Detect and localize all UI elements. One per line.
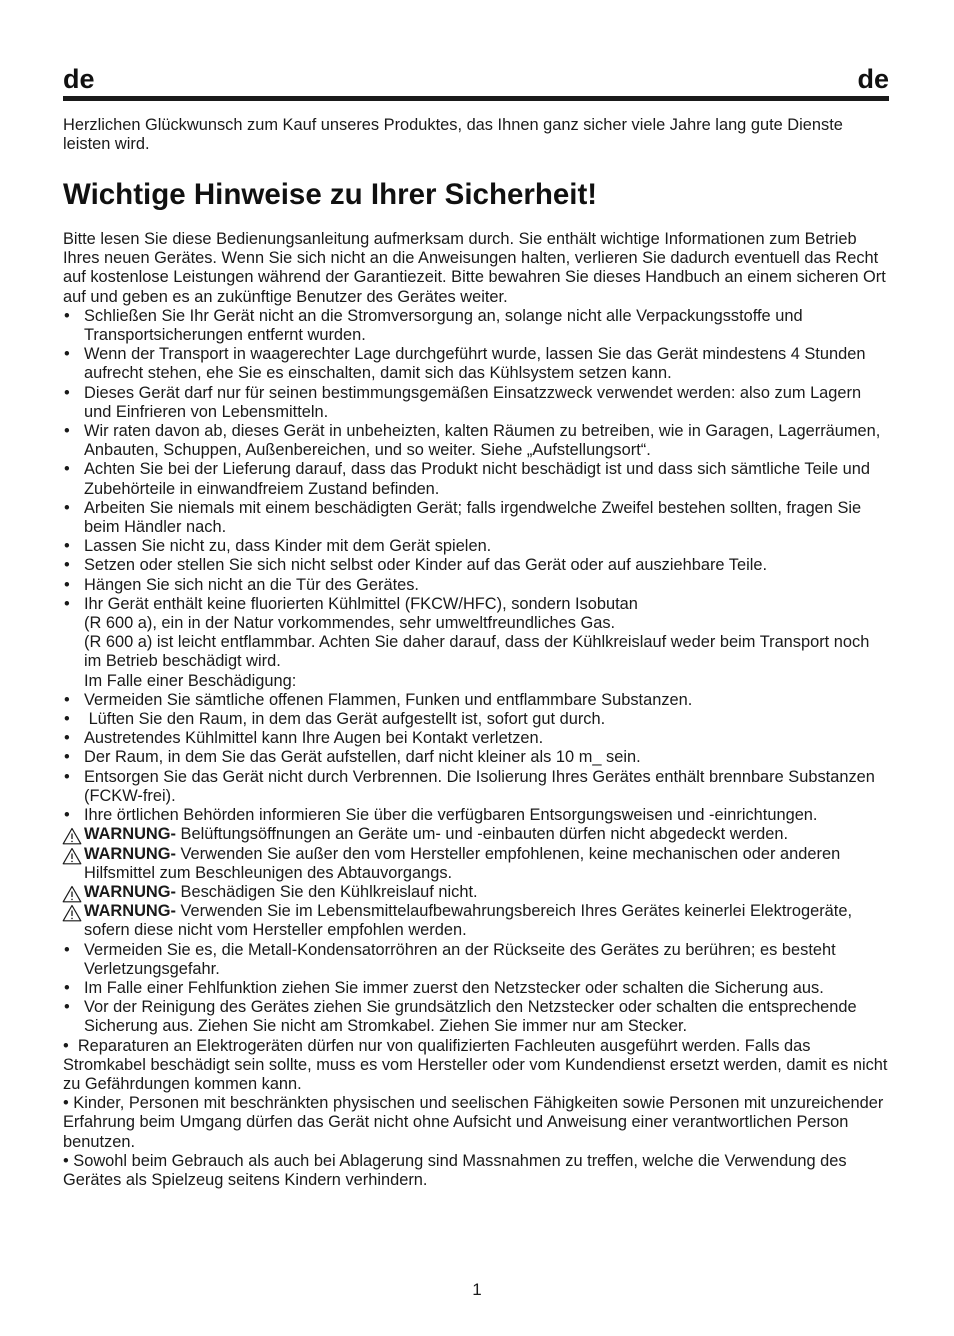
list-item: • Achten Sie bei der Lieferung darauf, dass das Produkt nicht beschädigt ist und dass sich sämtliche Teile und Zubehörteile in einwandfreiem Zustand befinden. — [64, 460, 871, 498]
warning-item: WARNUNG- Beschädigen Sie den Kühlkreislauf nicht. — [63, 883, 889, 902]
list-item: • Wenn der Transport in waagerechter Lage durchgeführt wurde, lassen Sie das Gerät mindestens 4 Stunden aufrecht stehen, ehe Sie es einschalten, damit sich das Kühlsystem setzen kann. — [64, 345, 866, 383]
list-item: • Ihre örtlichen Behörden informieren Sie über die verfügbaren Entsorgungsweisen und -einrichtungen. — [64, 806, 818, 825]
bullet-glyph: • — [64, 729, 70, 748]
bullet-glyph: • — [64, 767, 70, 786]
bullet-glyph: • — [64, 998, 70, 1017]
bullet-glyph: • — [64, 748, 70, 767]
bullet-glyph: • — [64, 537, 70, 556]
warning-list — [63, 825, 889, 940]
language-code-left: de — [63, 64, 95, 94]
bullet-glyph: • — [64, 940, 70, 959]
closing-paragraph: • Reparaturen an Elektrogeräten dürfen nur von qualifizierten Fachleuten ausgeführt werden. Falls das Stromkabel beschädigt sein sollte, muss es vom Hersteller oder vom Kundendienst ersetzt werden, damit es nicht zu Gefährdungen kommen kann. — [63, 1036, 893, 1093]
bullet-list-general — [63, 307, 889, 595]
warning-label: WARNUNG- — [84, 902, 176, 921]
bullet-glyph: • — [64, 422, 70, 441]
closing-paragraph: • Sowohl beim Gebrauch als auch bei Ablagerung sind Massnahmen zu treffen, welche die Verwendung des Gerätes als Spielzeug seitens Kindern verhindern. — [63, 1151, 847, 1189]
warning-label: WARNUNG- — [84, 882, 176, 901]
list-item: • Lassen Sie nicht zu, dass Kinder mit dem Gerät spielen. — [64, 537, 492, 556]
list-item: • Arbeiten Sie niemals mit einem beschädigten Gerät; falls irgendwelche Zweifel bestehen sollten, fragen Sie beim Händler nach. — [64, 498, 862, 537]
list-item: • Setzen oder stellen Sie sich nicht selbst oder Kinder auf das Gerät oder auf ausziehbare Teile. — [64, 556, 768, 575]
refrigerant-note: • Ihr Gerät enthält keine fluorierten Kühlmittel (FKCW/HFC), sondern Isobutan (R 600 a), ein in der Natur vorkommendes, sehr umweltfreundliches Gas. (R 600 a) ist leicht entflammbar. Achten Sie daher darauf, dass der Kühlkreislauf weder beim Transport noch im Betrieb beschädigt wird. Im Falle einer Beschädigung: — [64, 594, 870, 690]
bullet-list-damage — [63, 691, 889, 825]
page-title: Wichtige Hinweise zu Ihrer Sicherheit! — [63, 178, 598, 211]
header-rule — [63, 96, 889, 101]
bullet-glyph: • — [64, 556, 70, 575]
bullet-list-maintenance — [63, 941, 889, 1037]
closing-notes — [63, 1036, 893, 1191]
list-item: • Wir raten davon ab, dieses Gerät in unbeheizten, kalten Räumen zu betreiben, wie in Garagen, Lagerräumen, Anbauten, Schuppen, Außenbereichen, und so weiter. Siehe „Aufstellungsort“. — [64, 422, 881, 460]
closing-paragraph: • Kinder, Personen mit beschränkten physischen und seelischen Fähigkeiten sowie Personen mit unzureichender Erfahrung beim Umgang dürfen das Gerät nicht ohne Aufsicht und Anweisung einer verantwortlichen Person benutzen. — [63, 1094, 884, 1151]
warning-label: WARNUNG- — [84, 844, 176, 863]
bullet-glyph: • — [64, 710, 70, 729]
list-item: • Entsorgen Sie das Gerät nicht durch Verbrennen. Die Isolierung Ihres Gerätes enthält brennbare Substanzen (FCKW-frei). — [64, 767, 875, 805]
language-code-right: de — [857, 64, 889, 94]
page-number: 1 — [472, 1280, 482, 1299]
warning-triangle-icon — [62, 902, 83, 927]
bullet-glyph: • — [64, 690, 70, 709]
list-item: • Vermeiden Sie es, die Metall-Kondensatorröhren an der Rückseite des Gerätes zu berühren; es besteht Verletzungsgefahr. — [64, 940, 836, 978]
warning-triangle-icon — [62, 845, 83, 870]
list-item: • Schließen Sie Ihr Gerät nicht an die Stromversorgung an, solange nicht alle Verpackungsstoffe und Transportsicherungen entfernt wurden. — [64, 306, 803, 345]
list-item: • Der Raum, in dem Sie das Gerät aufstellen, darf nicht kleiner als 10 m_ sein. — [64, 748, 641, 767]
safety-content — [63, 230, 893, 1190]
bullet-glyph: • — [64, 383, 70, 402]
list-item: • Im Falle einer Fehlfunktion ziehen Sie immer zuerst den Netzstecker oder schalten die Sicherung aus. — [64, 978, 824, 997]
warning-item: WARNUNG- Verwenden Sie außer den vom Hersteller empfohlenen, keine mechanischen oder anderen Hilfsmittel zum Beschleunigen des Abtauvorgangs. — [63, 845, 889, 883]
page-header — [63, 60, 889, 94]
list-item: • Vor der Reinigung des Gerätes ziehen Sie grundsätzlich den Netzstecker oder schalten die entsprechende Sicherung aus. Ziehen Sie nicht am Stromkabel. Ziehen Sie immer nur am Stecker. — [64, 998, 857, 1036]
bullet-glyph: • — [64, 306, 70, 325]
warning-item: WARNUNG- Verwenden Sie im Lebensmittelaufbewahrungsbereich Ihres Gerätes keinerlei Elektrogeräte, sofern diese nicht vom Hersteller empfohlen werden. — [63, 902, 889, 940]
intro-paragraph: Herzlichen Glückwunsch zum Kauf unseres Produktes, das Ihnen ganz sicher viele Jahre lang gute Dienste leisten wird. — [63, 116, 843, 153]
list-item: • Dieses Gerät darf nur für seinen bestimmungsgemäßen Einsatzzweck verwendet werden: also zum Lagern und Einfrieren von Lebensmitteln. — [64, 383, 862, 421]
bullet-glyph: • — [64, 575, 70, 594]
lead-paragraph: Bitte lesen Sie diese Bedienungsanleitung aufmerksam durch. Sie enthält wichtige Informationen zum Betrieb Ihres neuen Gerätes. Wenn Sie sich nicht an die Anweisungen halten, verlieren Sie dadurch eventuell das Recht auf kostenlose Leistungen während der Garantiezeit. Bitte bewahren Sie dieses Handbuch an einem sicheren Ort auf und geben es an zukünftige Benutzer des Gerätes weiter. — [63, 230, 886, 306]
bullet-glyph: • — [64, 498, 70, 517]
bullet-glyph: • — [64, 806, 70, 825]
list-item: • Austretendes Kühlmittel kann Ihre Augen bei Kontakt verletzen. — [64, 729, 544, 748]
list-item: • Hängen Sie sich nicht an die Tür des Gerätes. — [64, 575, 419, 594]
bullet-glyph: • — [64, 345, 70, 364]
bullet-glyph: • — [64, 594, 70, 613]
manual-page — [63, 60, 893, 1190]
bullet-glyph: • — [64, 460, 70, 479]
warning-label: WARNUNG- — [84, 825, 176, 844]
warning-item: WARNUNG- Belüftungsöffnungen an Geräte um- und -einbauten dürfen nicht abgedeckt werden. — [63, 825, 889, 844]
list-item: • Lüften Sie den Raum, in dem das Gerät aufgestellt ist, sofort gut durch. — [64, 710, 606, 729]
bullet-glyph: • — [64, 978, 70, 997]
list-item: • Vermeiden Sie sämtliche offenen Flammen, Funken und entflammbare Substanzen. — [64, 690, 693, 709]
